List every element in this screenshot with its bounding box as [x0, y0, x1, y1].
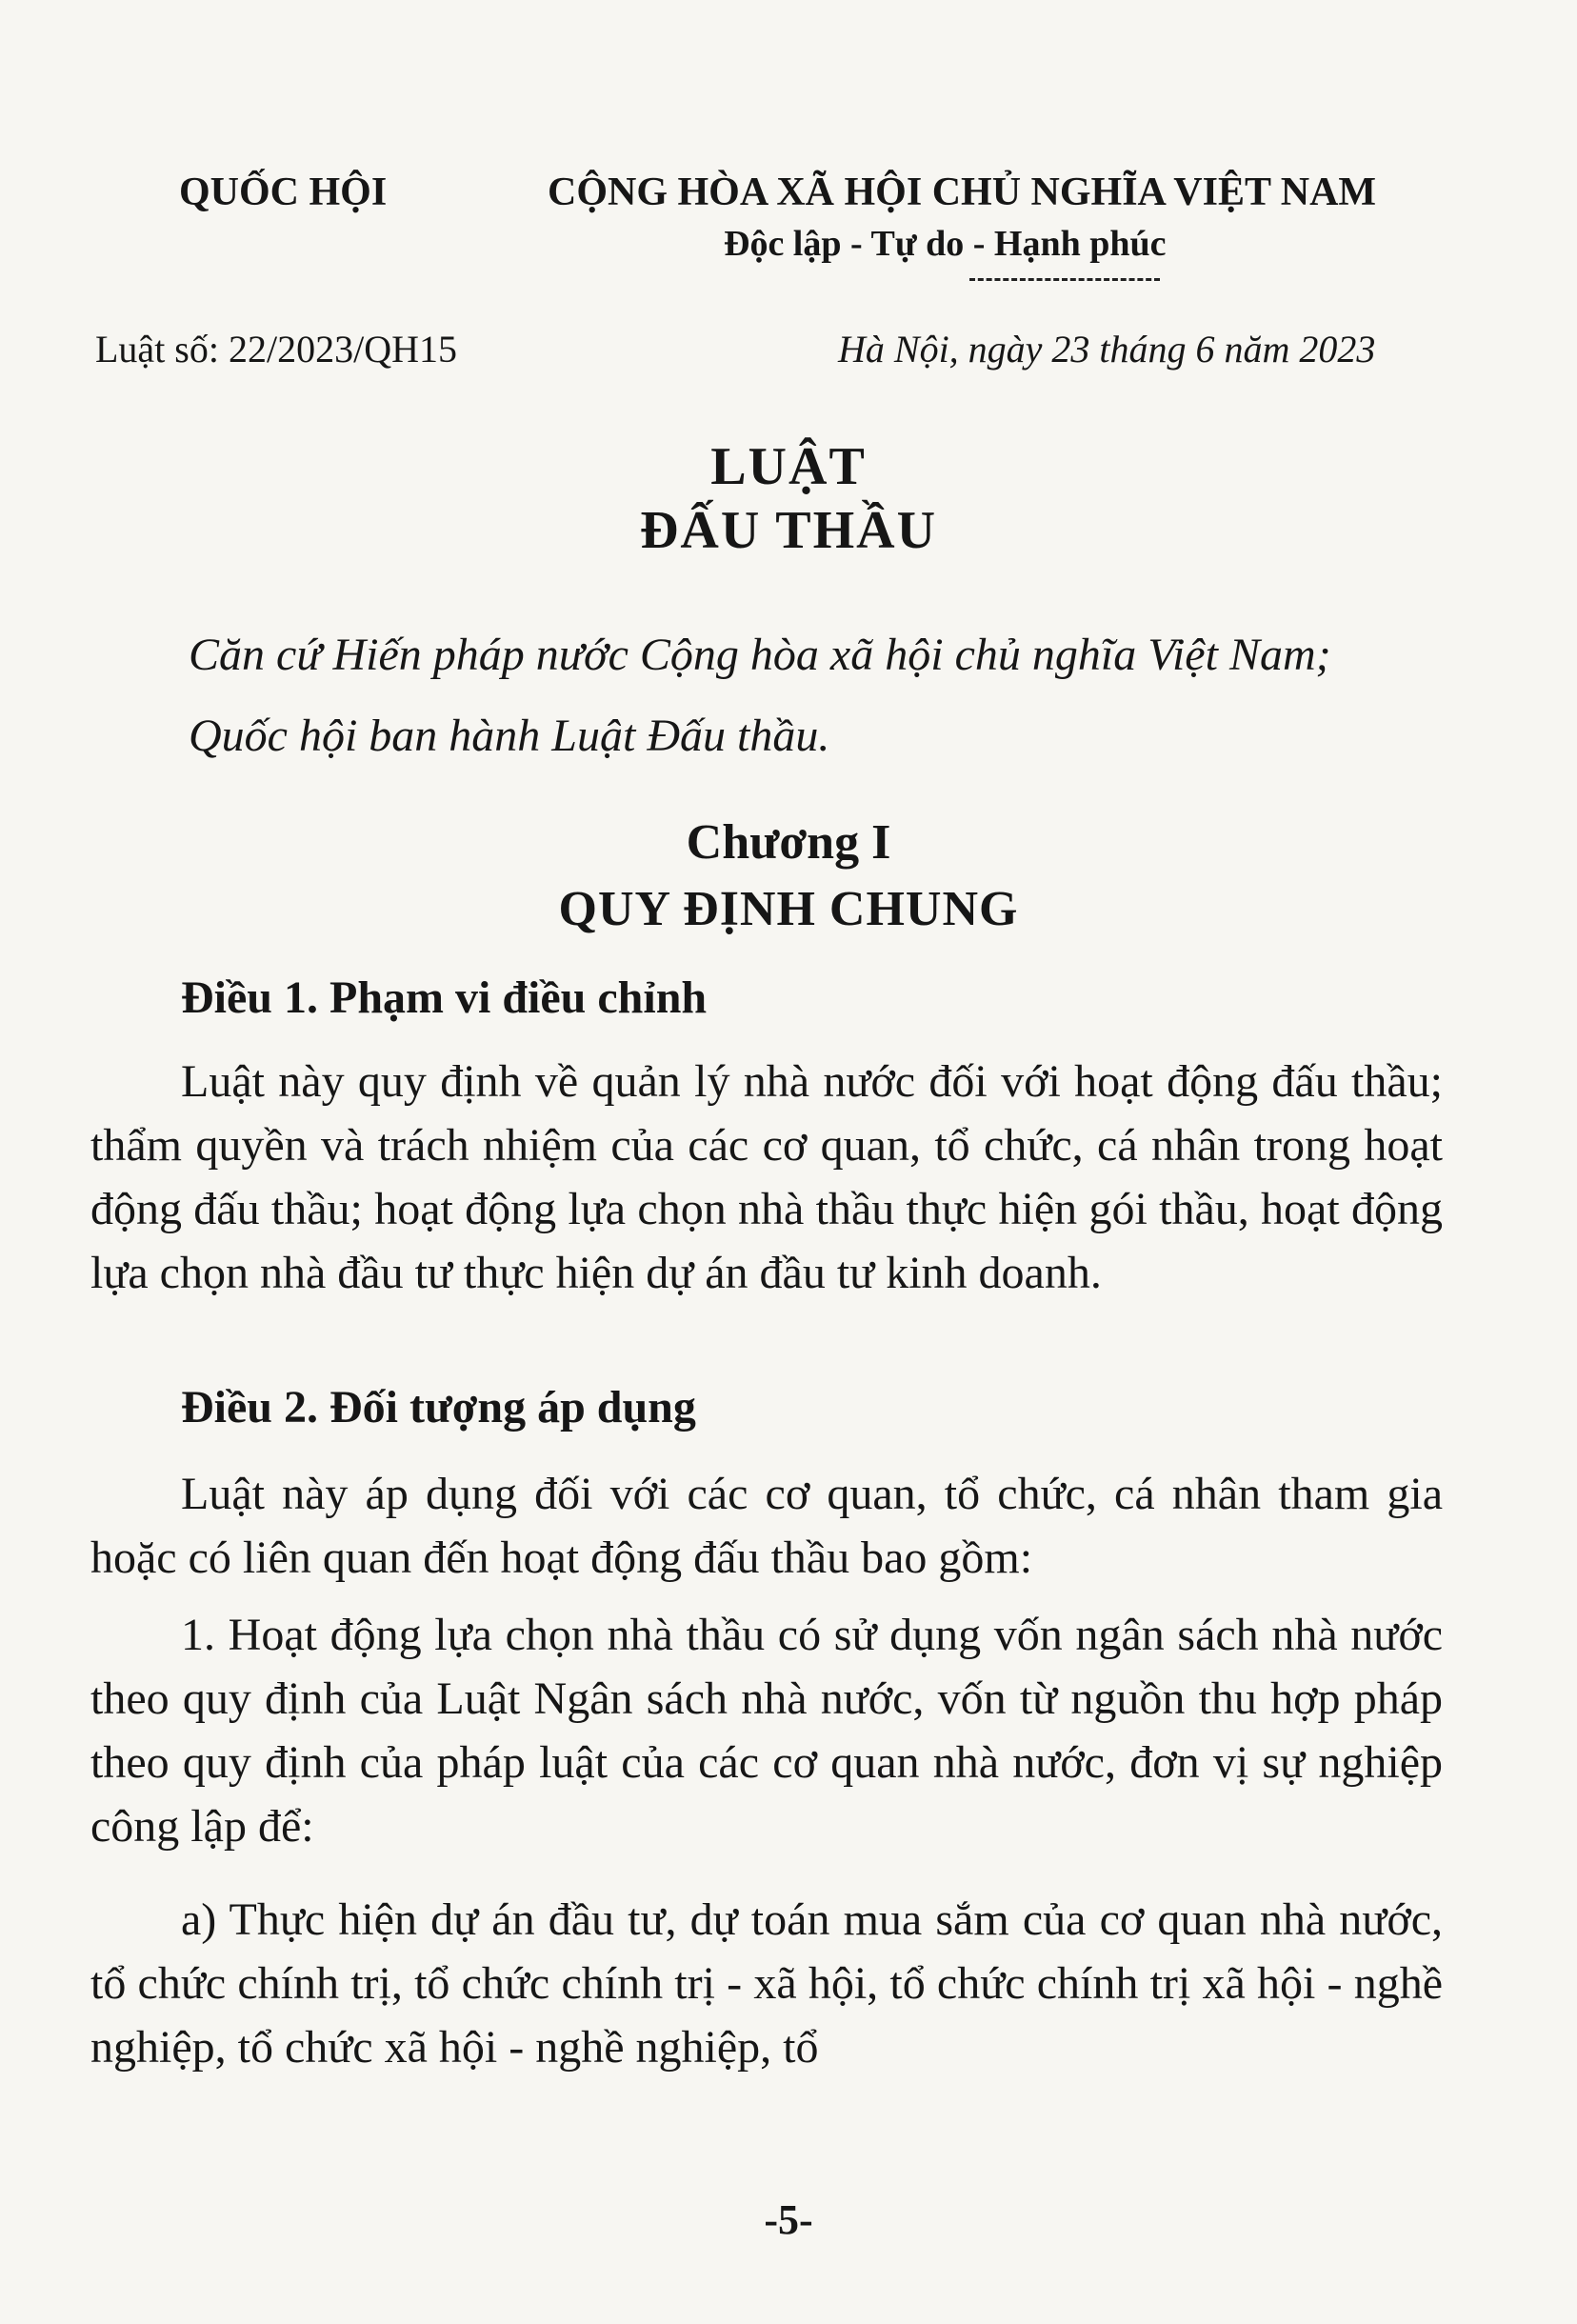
article-2-point-a [90, 1888, 1443, 2079]
page-number: -5- [764, 2196, 813, 2243]
article-2-clause-1 [90, 1603, 1443, 1858]
document-title: ĐẤU THẦU [639, 501, 938, 560]
clause-1-body: 1. Hoạt động lựa chọn nhà thầu có sử dụng vốn ngân sách nhà nước theo quy định của Luật Ngân sách nhà nước, vốn từ nguồn thu hợp pháp theo quy định của pháp luật của các cơ quan nhà nước, đơn vị sự nghiệp công lập để: [90, 1610, 1443, 1852]
point-a-body: a) Thực hiện dự án đầu tư, dự toán mua sắm của cơ quan nhà nước, tổ chức chính trị, tổ chức chính trị - xã hội, tổ chức chính trị xã hội - nghề nghiệp, tổ chức xã hội - nghề nghiệp, tổ [90, 1894, 1443, 2073]
chapter-title: QUY ĐỊNH CHUNG [558, 882, 1019, 936]
chapter-number: Chương I [686, 815, 891, 870]
motto-divider [969, 278, 1160, 281]
article-1-text [90, 1050, 1443, 1305]
issuing-organ: QUỐC HỘI [179, 170, 388, 214]
national-motto: Độc lập - Tự do - Hạnh phúc [724, 224, 1167, 264]
article-1-heading: Điều 1. Phạm vi điều chỉnh [181, 972, 708, 1023]
place-date: Hà Nội, ngày 23 tháng 6 năm 2023 [838, 328, 1376, 371]
article-2-heading: Điều 2. Đối tượng áp dụng [181, 1382, 696, 1432]
article-2-body: Luật này áp dụng đối với các cơ quan, tổ chức, cá nhân tham gia hoặc có liên quan đến hoạt động đấu thầu bao gồm: [90, 1469, 1443, 1583]
article-2-text [90, 1462, 1443, 1590]
document-type-title: LUẬT [710, 437, 867, 496]
promulgation-line: Quốc hội ban hành Luật Đấu thầu. [189, 711, 830, 761]
country-name: CỘNG HÒA XÃ HỘI CHỦ NGHĨA VIỆT NAM [548, 170, 1377, 214]
article-1-body: Luật này quy định về quản lý nhà nước đối với hoạt động đấu thầu; thẩm quyền và trách nhiệm của các cơ quan, tổ chức, cá nhân trong hoạt động đấu thầu; hoạt động lựa chọn nhà thầu thực hiện gói thầu, hoạt động lựa chọn nhà đầu tư thực hiện dự án đầu tư kinh doanh. [90, 1056, 1443, 1298]
law-number: Luật số: 22/2023/QH15 [95, 328, 457, 371]
legal-basis-line: Căn cứ Hiến pháp nước Cộng hòa xã hội chủ nghĩa Việt Nam; [189, 630, 1331, 680]
